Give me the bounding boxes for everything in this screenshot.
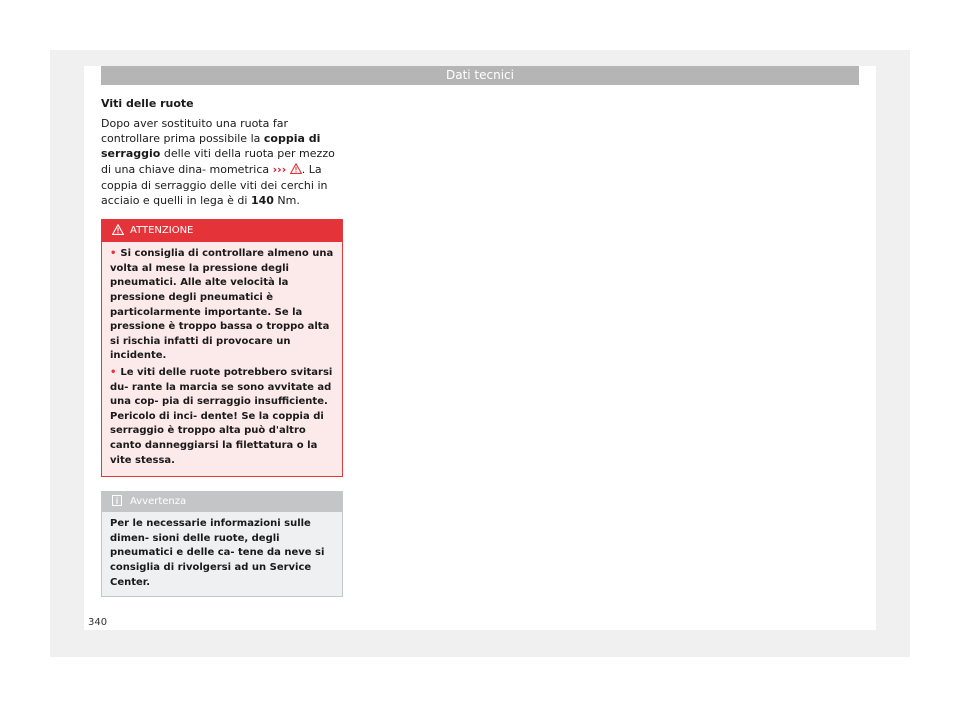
warning-header (102, 220, 342, 242)
reference-chevrons[interactable]: ››› (272, 162, 287, 176)
paragraph-text: delle viti della ruota per mezzo di una chiave dina- mometrica (101, 147, 335, 176)
note-box (101, 491, 343, 597)
section-title: Viti delle ruote (101, 97, 194, 110)
content-column (101, 96, 343, 597)
bullet-glyph: • (110, 366, 117, 378)
warning-body (102, 242, 342, 476)
torque-value: 140 (250, 194, 274, 208)
note-body: Per le necessarie informazioni sulle dimen- sioni delle ruote, degli pneumatici e delle ca- tene da neve si consiglia di rivolgersi ad un Service Center. (110, 518, 325, 588)
note-header (102, 492, 342, 512)
paragraph-text: Nm. (273, 194, 300, 208)
paragraph-text: Dopo aver sostituito una ruota far controllare prima possibile la (101, 117, 288, 146)
info-icon (112, 496, 130, 507)
chapter-header: Dati tecnici (101, 66, 859, 85)
warning-item-text: Le viti delle ruote potrebbero svitarsi du- rante la marcia se sono avvitate ad una cop- pia di serraggio insufficiente. Pericolo di inci- dente! Se la coppia di serraggio è troppo alta può d'altro canto danneggiarsi la filettatura o la vite stessa. (110, 366, 333, 466)
note-heading: Avvertenza (130, 496, 187, 508)
warning-item (110, 366, 334, 468)
paragraph-text: . La coppia di serraggio delle viti dei cerchi in acciaio e quelli in lega è di (101, 162, 328, 208)
bullet-glyph: • (110, 248, 117, 260)
paragraph-bold-term: coppia di serraggio (101, 132, 321, 161)
warning-box (101, 219, 343, 477)
warning-item-text: Si consiglia di controllare almeno una volta al mese la pressione degli pneumatici. Alle alte velocità la pressione degli pneumatici è particolarmente importante. Se la pressione è troppo bassa o troppo alta si rischia infatti di provocare un incidente. (110, 248, 334, 362)
warning-heading: ATTENZIONE (130, 225, 194, 237)
warning-triangle-icon (290, 163, 302, 178)
page-number: 340 (88, 617, 108, 628)
section-paragraph (101, 116, 343, 208)
warning-item (110, 247, 334, 364)
warning-triangle-icon (112, 225, 130, 236)
